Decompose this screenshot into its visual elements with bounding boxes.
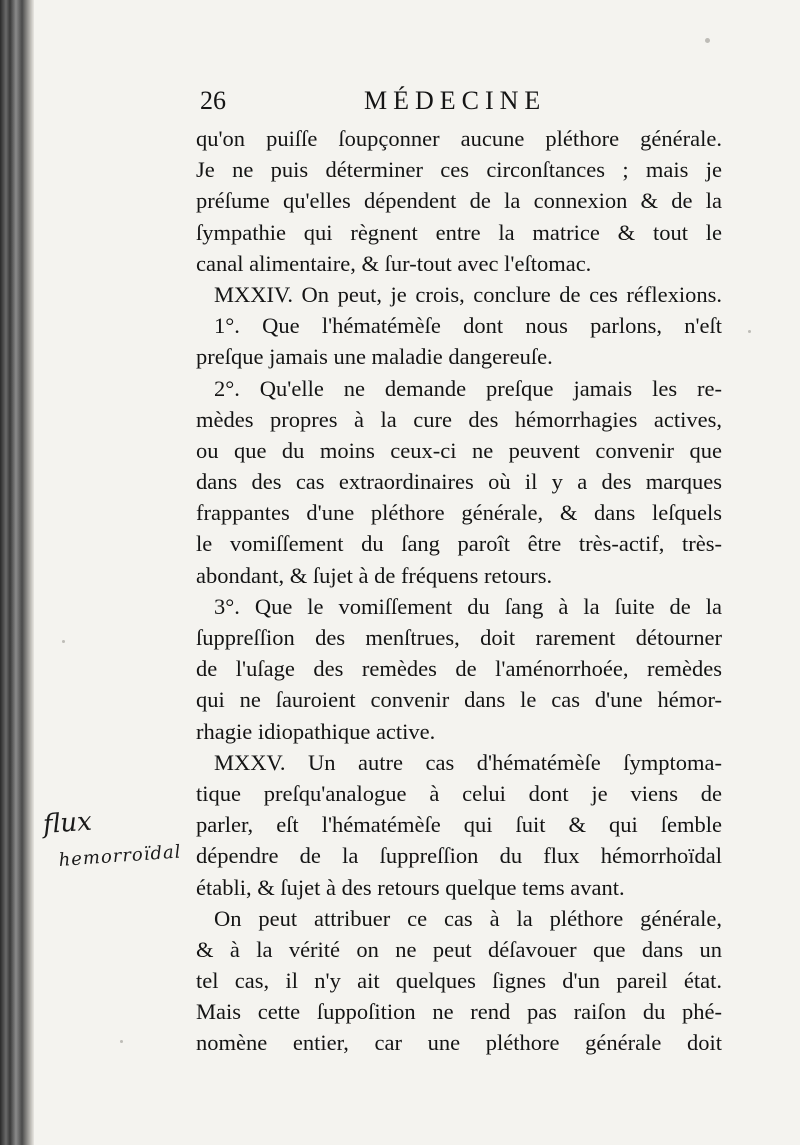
text-line: dans des cas extraordinaires où il y a des marques — [196, 469, 722, 495]
text-line: On peut attribuer ce cas à la pléthore générale, — [214, 905, 722, 931]
handwritten-marginal-note — [36, 806, 186, 900]
text-line: tel cas, il n'y ait quelques ſignes d'un pareil état. — [196, 968, 722, 994]
text-line: preſque jamais une maladie dangereuſe. — [196, 344, 553, 370]
body-text — [196, 123, 722, 1059]
text-line: dépendre de la ſuppreſſion du flux hémorrhoïdal — [196, 843, 722, 869]
text-line: de l'uſage des remèdes de l'aménorrhoée, remèdes — [196, 656, 722, 682]
text-line: tique preſqu'analogue à celui dont je viens de — [196, 780, 722, 806]
running-head: MÉDECINE — [364, 86, 547, 115]
text-line: rhagie idiopathique active. — [196, 718, 436, 744]
text-line: mèdes propres à la cure des hémorrhagies actives, — [196, 406, 722, 432]
paper-speck — [748, 330, 751, 333]
text-line: le vomiſſement du ſang paroît être très-actif, très- — [196, 531, 722, 557]
marginal-note-line: hemorroïdal — [58, 841, 183, 871]
text-line: 3°. Que le vomiſſement du ſang à la ſuite de la — [214, 593, 722, 619]
text-line: canal alimentaire, & ſur-tout avec l'eſtomac. — [196, 250, 592, 276]
paper-speck — [705, 38, 710, 43]
text-line: abondant, & ſujet à de fréquens retours. — [196, 562, 553, 588]
text-line: 2°. Qu'elle ne demande preſque jamais les re- — [214, 375, 722, 401]
page-header — [196, 86, 716, 122]
binding-gutter — [0, 0, 34, 1145]
paper-speck — [62, 640, 65, 643]
text-line: MXXV. Un autre cas d'hématémèſe ſymptoma- — [214, 749, 722, 775]
text-line: ſuppreſſion des menſtrues, doit rarement détourner — [196, 625, 722, 650]
text-line: qu'on puiſſe ſoupçonner aucune pléthore générale. — [196, 126, 722, 151]
text-line: & à la vérité on ne peut déſavouer que dans un — [196, 936, 722, 962]
marginal-note-line: flux — [42, 806, 93, 840]
text-line: 1°. Que l'hématémèſe dont nous parlons, n'eſt — [214, 313, 722, 339]
text-line: parler, eſt l'hématémèſe qui ſuit & qui ſemble — [196, 812, 722, 838]
paper-speck — [120, 1040, 123, 1043]
text-line: ſympathie qui règnent entre la matrice & tout le — [196, 219, 722, 245]
text-line: préſume qu'elles dépendent de la connexion & de la — [196, 188, 722, 214]
text-line: établi, & ſujet à des retours quelque tems avant. — [196, 874, 625, 900]
text-line: Je ne puis déterminer ces circonſtances ; mais je — [196, 157, 722, 183]
text-line: MXXIV. On peut, je crois, conclure de ces réflexions. — [214, 281, 722, 307]
text-line: Mais cette ſuppoſition ne rend pas raiſon du phé- — [196, 999, 722, 1025]
text-line: qui ne ſauroient convenir dans le cas d'une hémor- — [196, 687, 722, 713]
text-line: frappantes d'une pléthore générale, & dans leſquels — [196, 500, 722, 526]
page-number: 26 — [200, 86, 226, 115]
text-line: ou que du moins ceux-ci ne peuvent convenir que — [196, 437, 722, 463]
text-line: nomène entier, car une pléthore générale doit — [196, 1030, 722, 1056]
